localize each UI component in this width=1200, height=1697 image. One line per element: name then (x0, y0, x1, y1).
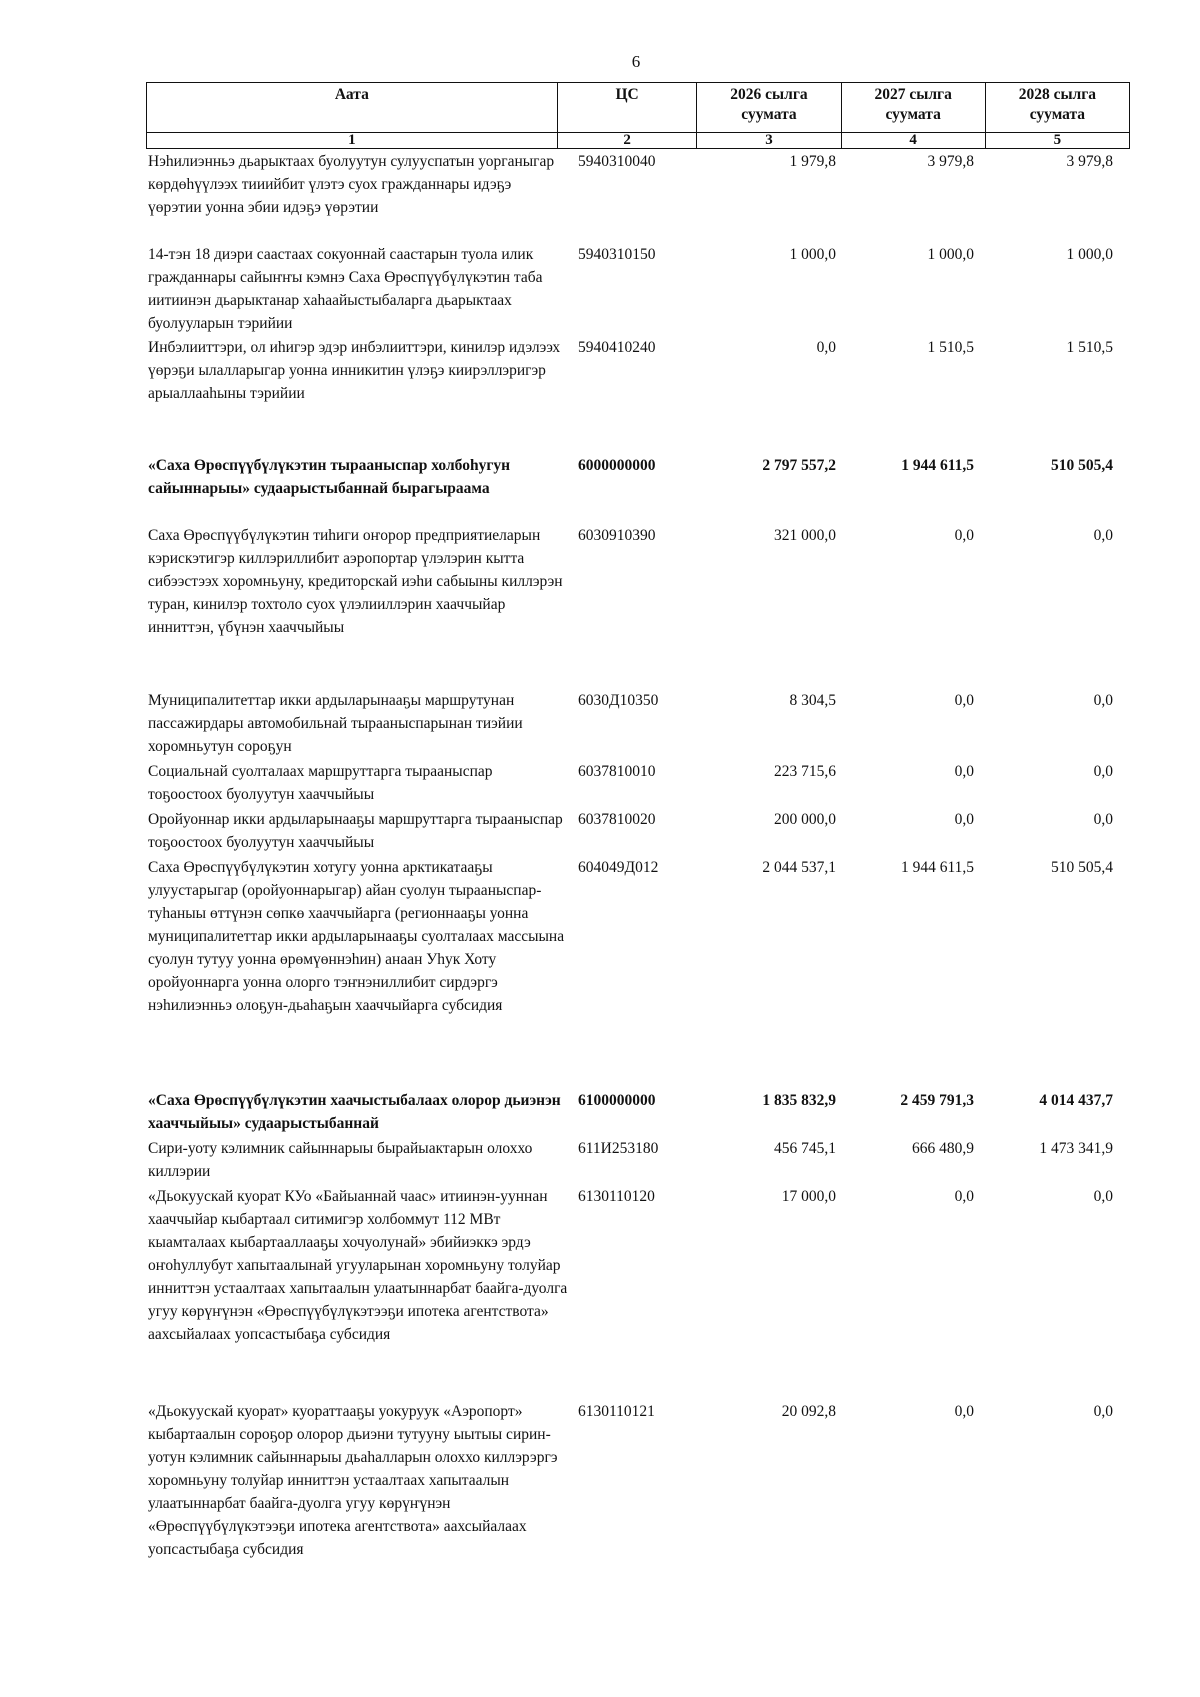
page-number: 6 (631, 52, 641, 71)
row-value-2028: 0,0 (1093, 811, 1113, 828)
header-num-2: 2 (557, 133, 697, 149)
row-value-2027: 2 459 791,3 (900, 1092, 974, 1109)
row-value-2026: 1 979,8 (789, 153, 836, 170)
header-num-1: 1 (147, 133, 558, 149)
row-name: «Саха Өрөспүүбүлүкэтин хаачыстыбалаах олорор дьиэнэн хааччыйыы» судаарыстыбаннай (148, 1092, 561, 1132)
header-num-4: 4 (841, 133, 985, 149)
row-value-2028: 0,0 (1093, 1188, 1113, 1205)
row-value-2026: 200 000,0 (774, 811, 836, 828)
row-name: Муниципалитеттар икки ардыларынааҕы маршрутунан пассажирдары автомобильнай тырааныспарынан тиэйии хоромньутун сороҕун (148, 692, 523, 755)
header-name: Аата (147, 83, 558, 133)
row-code: 5940310150 (578, 246, 656, 263)
row-value-2028: 0,0 (1093, 763, 1113, 780)
row-value-2028: 4 014 437,7 (1039, 1092, 1113, 1109)
table-row (146, 1185, 1130, 1400)
row-value-2026: 8 304,5 (789, 692, 836, 709)
row-value-2026: 0,0 (816, 339, 836, 356)
row-name: Саха Өрөспүүбүлүкэтин тиһиги оҥорор предприятиеларын кэрискэтигэр киллэриллибит аэропортар үлэлэрин кытта сибээстээх хоромньуну, кредиторскай иэһи сабыыны киллэрэн туран, кинилэр тохтоло суох үлэлииллэрин хааччыйар инниттэн, үбүнэн хааччыйыы (148, 527, 563, 636)
row-name: Сири-уоту кэлимник сайыннарыы бырайыактарын олоххо киллэрии (148, 1140, 533, 1180)
row-name: «Дьокуускай куорат» куораттааҕы уокуруук «Аэропорт» кыбартаалын сороҕор олорор дьиэни тутууну ыытыы сирин-уотун кэлимник сайыннарыы дьаһалларын олоххо киллэрэргэ хоромньуну толуйар инниттэн устаалтаах хапытаалын улаатыннарбат баайга-дуолга угуу көрүҥүнэн «Өрөспүүбүлүкэтээҕи ипотека агентствота» аахсыйалаах уопсастыбаҕа субсидия (148, 1403, 558, 1558)
table-row (146, 760, 1130, 808)
row-code: 5940410240 (578, 339, 656, 356)
row-code: 6130110121 (578, 1403, 655, 1420)
table-row-section (146, 1089, 1130, 1137)
row-code: 6037810010 (578, 763, 656, 780)
row-value-2026: 1 835 832,9 (762, 1092, 836, 1109)
table-row (146, 856, 1130, 1089)
row-value-2027: 0,0 (954, 811, 974, 828)
table-body (146, 150, 1130, 1590)
row-name: Социальнай суолталаах маршруттарга тырааныспар тоҕоостоох буолуутун хааччыйыы (148, 763, 493, 803)
row-value-2027: 0,0 (954, 692, 974, 709)
table-row (146, 336, 1130, 454)
row-value-2028: 0,0 (1093, 1403, 1113, 1420)
row-value-2028: 1 000,0 (1066, 246, 1113, 263)
row-value-2026: 223 715,6 (774, 763, 836, 780)
row-value-2028: 0,0 (1093, 692, 1113, 709)
row-code: 604049Д012 (578, 859, 659, 876)
row-code: 611И253180 (578, 1140, 659, 1157)
row-value-2028: 3 979,8 (1066, 153, 1113, 170)
row-code: 5940310040 (578, 153, 656, 170)
header-code: ЦС (557, 83, 697, 133)
row-value-2026: 321 000,0 (774, 527, 836, 544)
table-row (146, 808, 1130, 856)
row-value-2028: 1 473 341,9 (1039, 1140, 1113, 1157)
header-2026: 2026 сылга суумата (697, 83, 841, 133)
row-value-2027: 1 944 611,5 (901, 457, 974, 474)
header-2027: 2027 сылга суумата (841, 83, 985, 133)
row-value-2027: 3 979,8 (927, 153, 974, 170)
row-value-2026: 2 044 537,1 (762, 859, 836, 876)
row-value-2028: 510 505,4 (1051, 457, 1113, 474)
row-name: Оройуоннар икки ардыларынааҕы маршруттарга тырааныспар тоҕоостоох буолуутун хааччыйыы (148, 811, 563, 851)
row-value-2027: 0,0 (954, 527, 974, 544)
table-row (146, 150, 1130, 243)
row-value-2027: 0,0 (954, 1188, 974, 1205)
row-value-2027: 1 944 611,5 (900, 859, 974, 876)
row-value-2027: 666 480,9 (912, 1140, 974, 1157)
table-row (146, 1137, 1130, 1185)
row-value-2026: 456 745,1 (774, 1140, 836, 1157)
row-code: 6037810020 (578, 811, 656, 828)
row-code: 6000000000 (578, 457, 656, 474)
row-value-2026: 2 797 557,2 (762, 457, 836, 474)
row-code: 6030910390 (578, 527, 656, 544)
row-code: 6100000000 (578, 1092, 656, 1109)
row-value-2026: 1 000,0 (789, 246, 836, 263)
row-name: 14-тэн 18 диэри саастаах сокуоннай саастарын туола илик гражданнары сайыҥҥы кэмнэ Саха Өрөспүүбүлүкэтин таба иитиинэн дьарыктанар хаһаайыстыбаларга дьарыктаах буолууларын тэрийии (148, 246, 543, 332)
row-value-2027: 0,0 (954, 763, 974, 780)
row-value-2026: 17 000,0 (781, 1188, 836, 1205)
table-header (146, 82, 1130, 149)
row-code: 6030Д10350 (578, 692, 659, 709)
header-num-3: 3 (697, 133, 841, 149)
row-value-2027: 1 000,0 (927, 246, 974, 263)
table-row (146, 689, 1130, 760)
header-num-5: 5 (985, 133, 1129, 149)
row-value-2026: 20 092,8 (781, 1403, 836, 1420)
row-value-2028: 0,0 (1093, 527, 1113, 544)
table-row-section (146, 454, 1130, 524)
header-2028: 2028 сылга суумата (985, 83, 1129, 133)
table-row (146, 524, 1130, 689)
row-name: «Дьокуускай куорат КУо «Байыаннай чаас» итиинэн-ууннан хааччыйар кыбартаал ситимигэр холбоммут 112 МВт кыамталаах кыбартааллааҕы хочуолунай» эбийиэккэ эрдэ оҥоһуллубут хапытаалынай угууларынан хоромньуну толуйар инниттэн устаалтаах хапытаалын улаатыннарбат баайга-дуолга угуу көрүҥүнэн «Өрөспүүбүлүкэтээҕи ипотека агентствота» аахсыйалаах уопсастыбаҕа субсидия (148, 1188, 568, 1343)
row-value-2027: 1 510,5 (927, 339, 974, 356)
row-name: «Саха Өрөспүүбүлүкэтин тырааныспар холбоһугун сайыннарыы» судаарыстыбаннай бырагыраама (148, 457, 511, 497)
table-row (146, 1400, 1130, 1590)
table-row (146, 243, 1130, 336)
row-name: Нэһилиэнньэ дьарыктаах буолуутун сулууспатын уорганыгар көрдөһүүлээх тииийбит үлэтэ суох гражданнары идэҕэ үөрэтии уонна эбии идэҕэ үөрэтии (148, 153, 555, 216)
row-value-2027: 0,0 (954, 1403, 974, 1420)
row-value-2028: 1 510,5 (1066, 339, 1113, 356)
row-code: 6130110120 (578, 1188, 655, 1205)
row-value-2028: 510 505,4 (1051, 859, 1113, 876)
row-name: Инбэлииттэри, ол иһигэр эдэр инбэлииттэри, кинилэр идэлээх үөрэҕи ылалларыгар уонна инникитин үлэҕэ киирэллэригэр арыаллааһыны тэрийии (148, 339, 561, 402)
row-name: Саха Өрөспүүбүлүкэтин хотугу уонна арктикатааҕы улуустарыгар (оройуоннарыгар) айан суолун тырааныспар-туһаныы өттүнэн сөпкө хааччыйарга (регионнааҕы уонна муниципалитеттар икки ардыларынааҕы суолталаах массыына суолун тутуу уонна өрөмүөннэһин) анаан Уһук Хоту оройуоннарга уонна олорго тэҥнэниллибит сирдэргэ нэһилиэнньэ олоҕун-дьаһаҕын хааччыйарга субсидия (148, 859, 565, 1014)
